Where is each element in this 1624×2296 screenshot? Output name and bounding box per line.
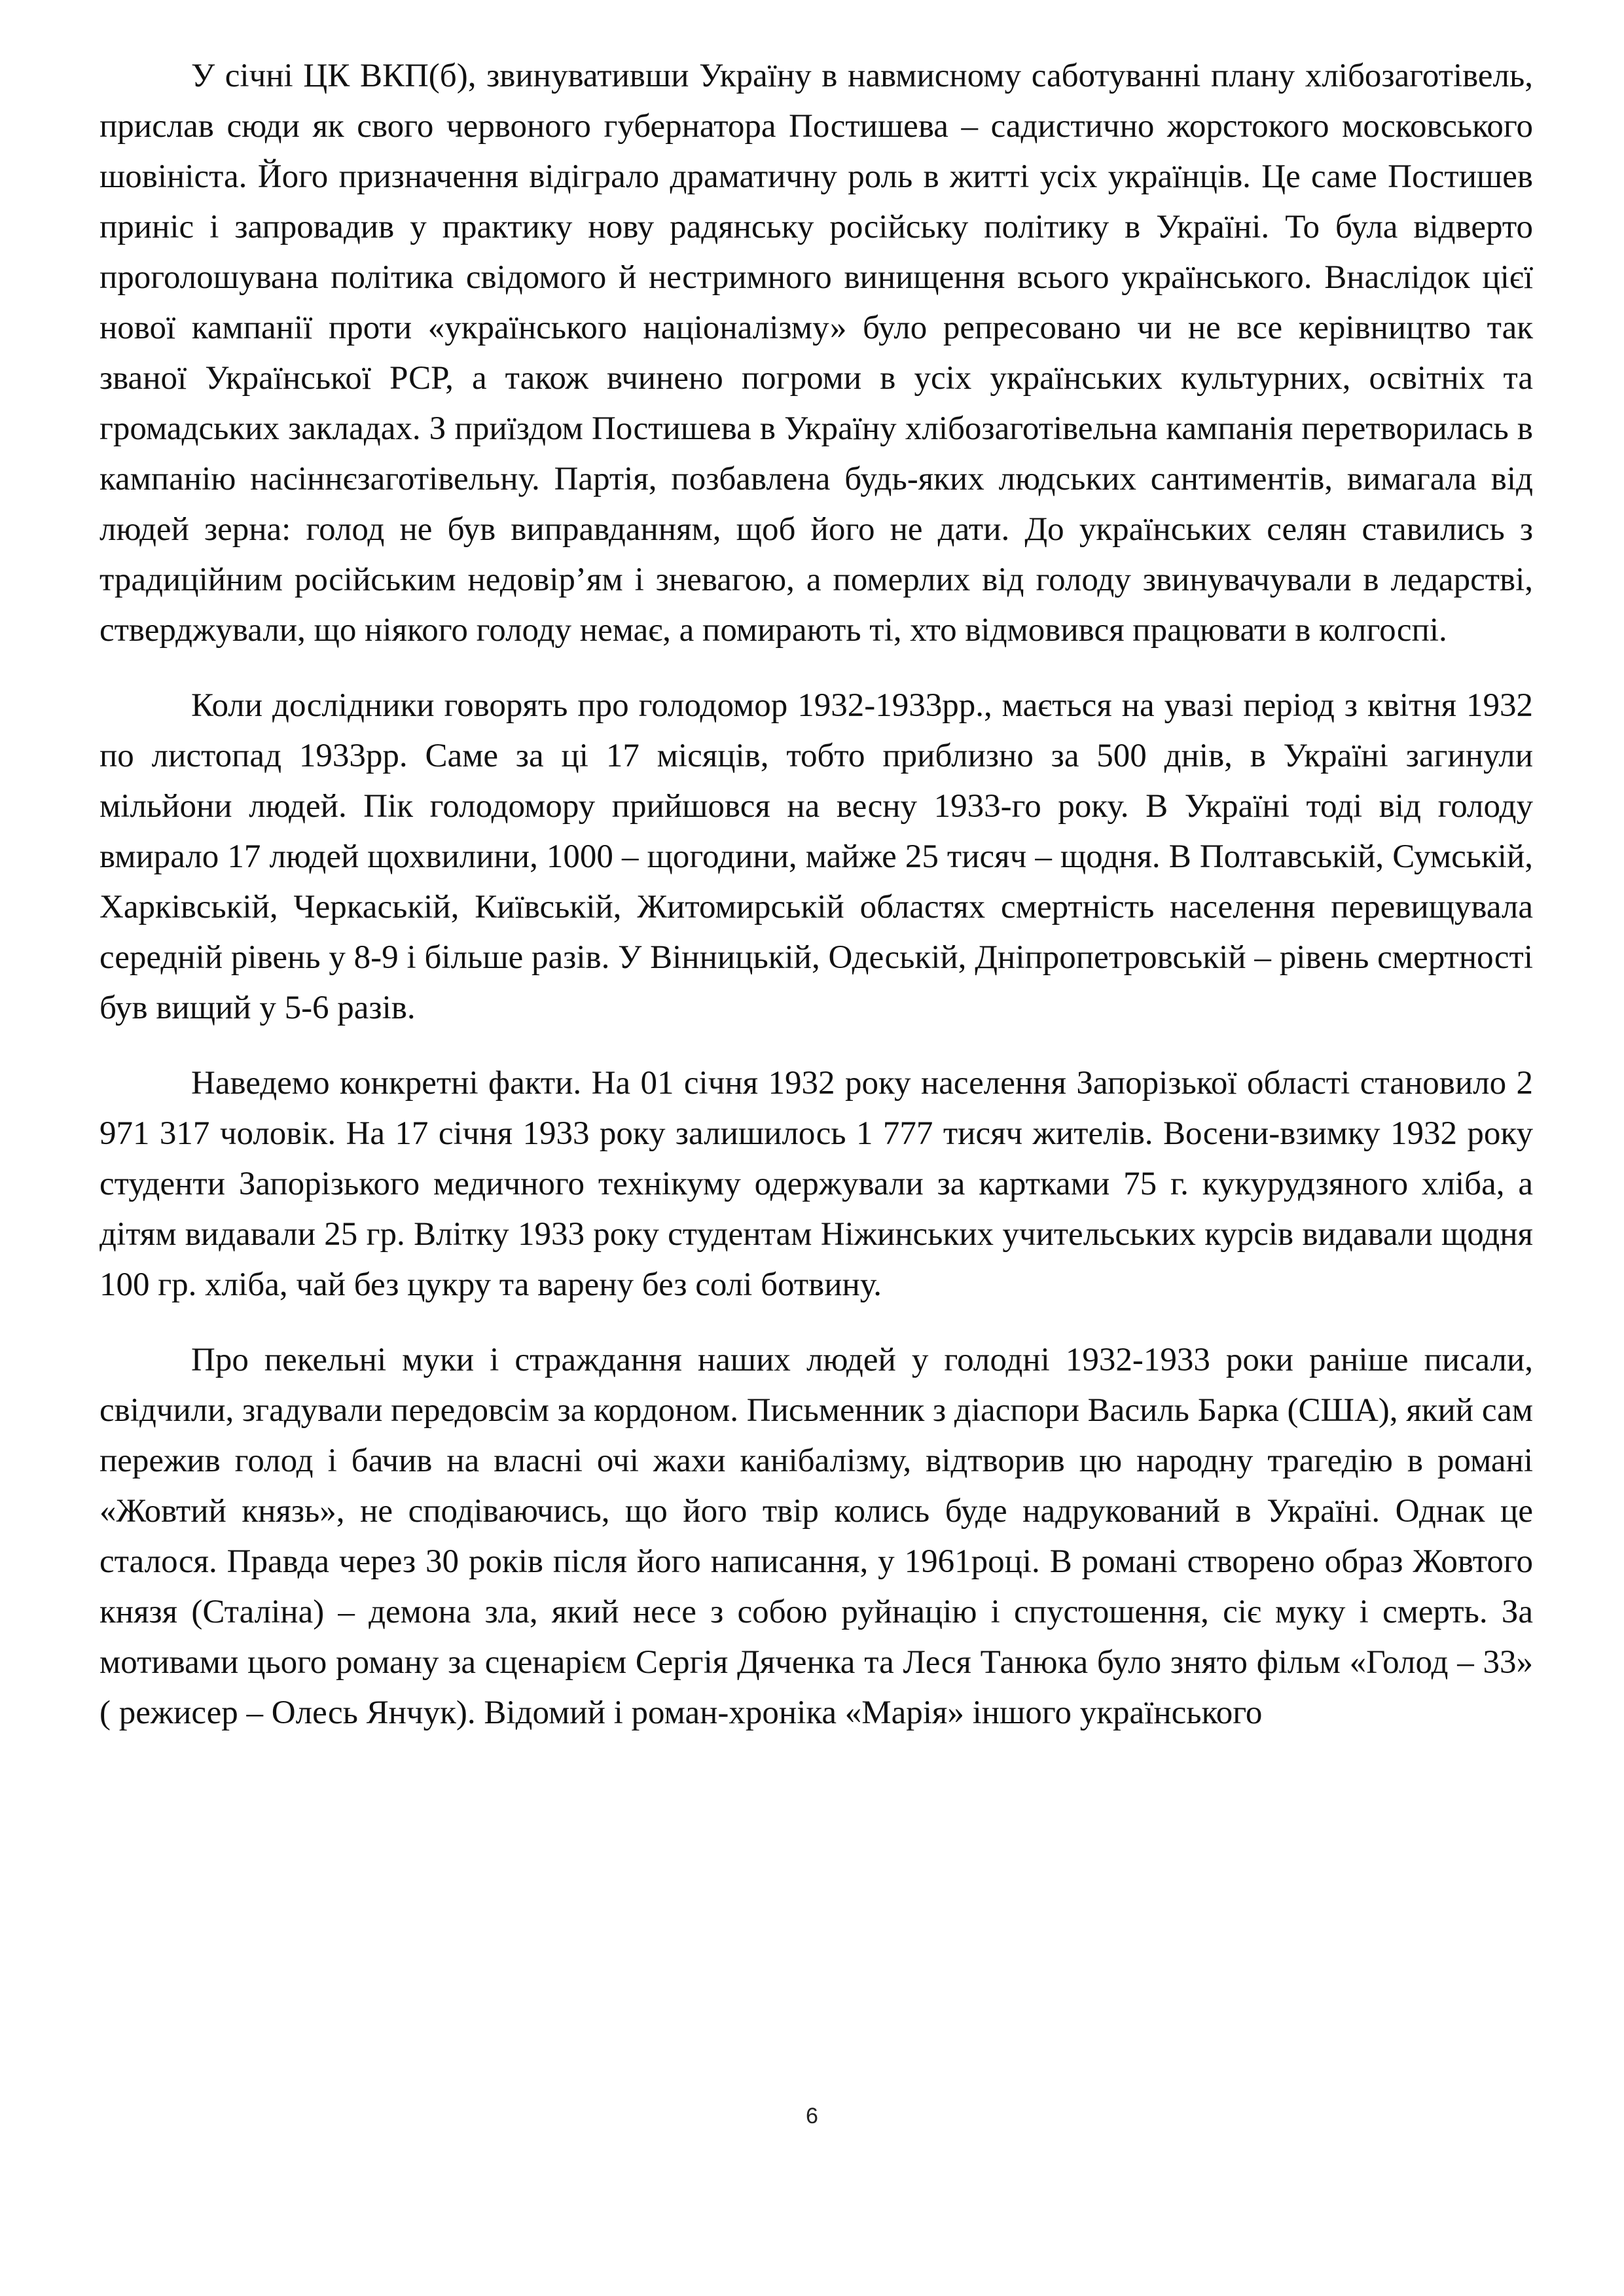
paragraph-3: Наведемо конкретні факти. На 01 січня 1932 року населення Запорізької області становило 2 971 317 чоловік. На 17 січня 1933 року залишилось 1 777 тисяч жителів. Восени-взимку 1932 року студенти Запорізького медичного технікуму одержували за картками 75 г. кукурудзяного хліба, а дітям видавали 25 гр. Влітку 1933 року студентам Ніжинських учительських курсів видавали щодня 100 гр. хліба, чай без цукру та варену без солі ботвину. <box>99 1065 1533 1303</box>
paragraph-1: У січні ЦК ВКП(б), звинувативши Україну в навмисному саботуванні плану хлібозаготівель, прислав сюди як свого червоного губернатора Постишева – садистично жорстокого московського шовініста. Його призначення відіграло драматичну роль в житті усіх українців. Це саме Постишев приніс і запровадив у практику нову радянську російську політику в Україні. То була відверто проголошувана політика свідомого й нестримного винищення всього українського. Внаслідок цієї нової кампанії проти «українського націоналізму» було репресовано чи не все керівництво так званої Української РСР, а також вчинено погроми в усіх українських культурних, освітніх та громадських закладах. З приїздом Постишева в Україну хлібозаготівельна кампанія перетворилась в кампанію насіннєзаготівельну. Партія, позбавлена будь-яких людських сантиментів, вимагала від людей зерна: голод не був виправданням, щоб його не дати. До українських селян ставились з традиційним російським недовір’ям і зневагою, а померлих від голоду звинувачували в ледарстві, стверджували, що ніякого голоду немає, а помирають ті, хто відмовився працювати в колгоспі. <box>99 58 1533 649</box>
paragraph-2: Коли дослідники говорять про голодомор 1932-1933рр., мається на увазі період з квітня 1932 по листопад 1933рр. Саме за ці 17 місяців, тобто приблизно за 500 днів, в Україні загинули мільйони людей. Пік голодомору прийшовся на весну 1933-го року. В Україні тоді від голоду вмирало 17 людей щохвилини, 1000 – щогодини, майже 25 тисяч – щодня. В Полтавській, Сумській, Харківській, Черкаській, Київській, Житомирській областях смертність населення перевищувала середній рівень у 8-9 і більше разів. У Вінницькій, Одеській, Дніпропетровській – рівень смертності був вищий у 5-6 разів. <box>99 687 1533 1026</box>
document-body <box>99 51 1533 1763</box>
page-number: 6 <box>806 2104 818 2128</box>
paragraph-4: Про пекельні муки і страждання наших людей у голодні 1932-1933 роки раніше писали, свідчили, згадували передовсім за кордоном. Письменник з діаспори Василь Барка (США), який сам пережив голод і бачив на власні очі жахи канібалізму, відтворив цю народну трагедію в романі «Жовтий князь», не сподіваючись, що його твір колись буде надрукований в Україні. Однак це сталося. Правда через 30 років після його написання, у 1961році. В романі створено образ Жовтого князя (Сталіна) – демона зла, який несе з собою руйнацію і спустошення, сіє муку і смерть. За мотивами цього роману за сценарієм Сергія Дяченка та Леся Танюка було знято фільм «Голод – 33» ( режисер – Олесь Янчук). Відомий і роман-хроніка «Марія» іншого українського <box>99 1342 1534 1731</box>
